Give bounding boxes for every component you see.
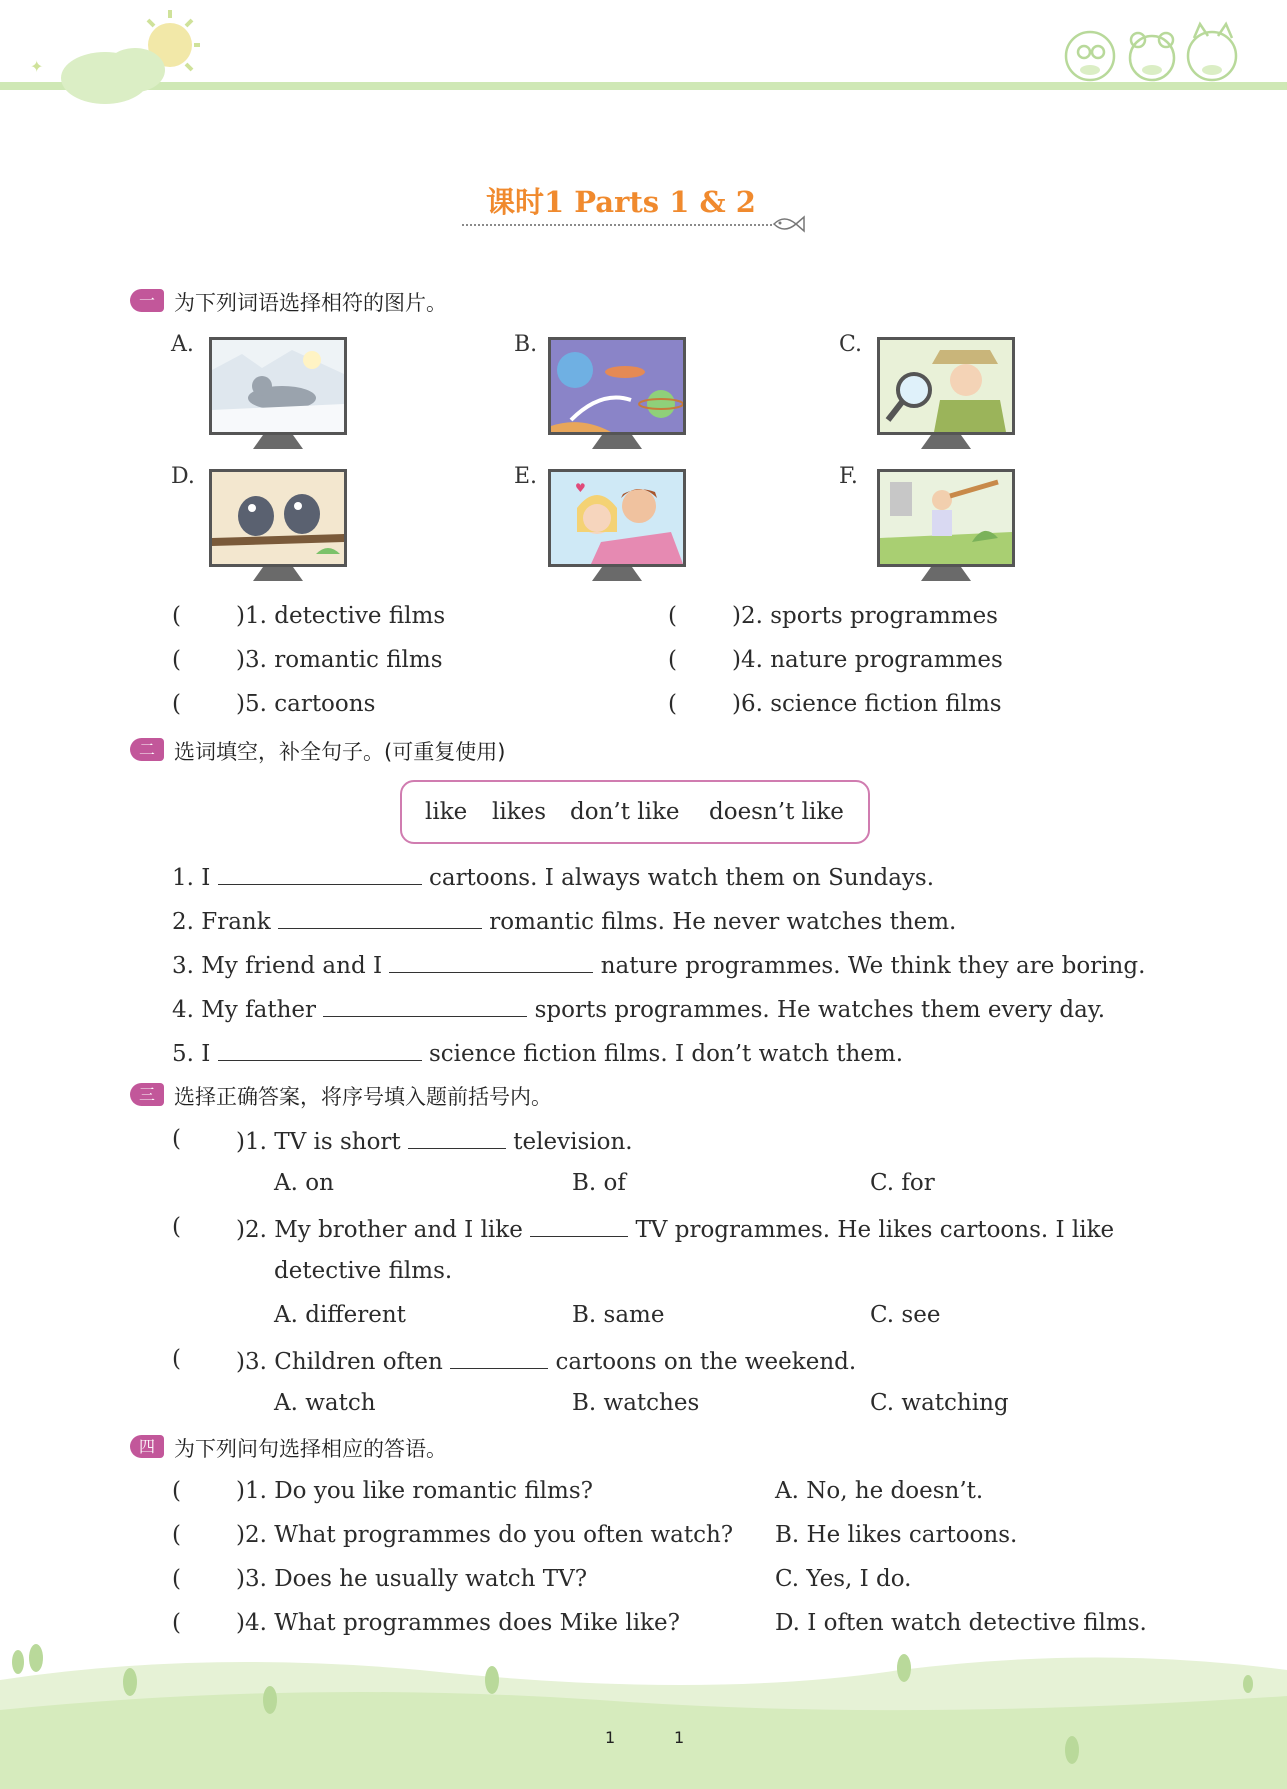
option-a: A. watch xyxy=(274,1390,376,1416)
page-number-left: 1 xyxy=(605,1728,616,1747)
sentence-end: romantic films. He never watches them. xyxy=(489,909,957,935)
word-bank-item: don’t like xyxy=(570,799,680,825)
sentence-start: 5. I xyxy=(172,1041,211,1067)
sun-cloud-decoration-icon xyxy=(20,0,200,110)
romantic-couple-icon xyxy=(551,472,683,564)
option-c: C. see xyxy=(870,1302,941,1328)
answer-d: D. I often watch detective films. xyxy=(775,1610,1147,1636)
section-1-instruction: 为下列词语选择相符的图片。 xyxy=(174,291,447,315)
answer-paren: ( xyxy=(668,647,677,673)
fill-sentence-3 xyxy=(172,950,1145,979)
question-text: TV programmes. He likes cartoons. I like xyxy=(635,1217,1115,1243)
tv-picture-a xyxy=(209,337,347,449)
fill-sentence-1 xyxy=(172,862,934,891)
answer-blank[interactable] xyxy=(218,862,422,885)
answer-a: A. No, he doesn’t. xyxy=(775,1478,984,1504)
picture-label-b: B. xyxy=(514,332,538,357)
question-text: )2. My brother and I like xyxy=(236,1217,523,1243)
cartoon-birds-icon xyxy=(212,472,344,564)
answer-paren: ( xyxy=(172,1126,181,1152)
section-2-badge: 二 xyxy=(130,738,164,761)
answer-paren: ( xyxy=(668,603,677,629)
question-text: cartoons on the weekend. xyxy=(555,1349,857,1375)
page-number-right: 1 xyxy=(674,1728,685,1747)
answer-blank[interactable] xyxy=(278,906,482,929)
option-c: C. watching xyxy=(870,1390,1009,1416)
answer-blank[interactable] xyxy=(450,1346,548,1369)
lesson-title: 课时1 Parts 1 & 2 xyxy=(486,185,756,219)
sentence-start: 4. My father xyxy=(172,997,316,1023)
tv-picture-c xyxy=(877,337,1015,449)
match-item-5: )5. cartoons xyxy=(236,691,376,717)
section-2-instruction: 选词填空，补全句子。(可重复使用) xyxy=(174,740,506,764)
sentence-end: nature programmes. We think they are boring. xyxy=(600,953,1146,979)
sentence-start: 3. My friend and I xyxy=(172,953,383,979)
section-3-badge: 三 xyxy=(130,1083,164,1106)
sentence-start: 1. I xyxy=(172,865,211,891)
title-underline xyxy=(462,224,772,226)
section-1-badge: 一 xyxy=(130,289,164,312)
fish-icon xyxy=(770,212,806,236)
grass-hills-decoration-icon xyxy=(0,1640,1287,1789)
detective-magnifier-icon xyxy=(880,340,1012,432)
tv-picture-f xyxy=(877,469,1015,581)
section-4-badge: 四 xyxy=(130,1435,164,1458)
answer-blank[interactable] xyxy=(218,1038,422,1061)
match-item-2: )2. sports programmes xyxy=(732,603,998,629)
space-planets-icon xyxy=(551,340,683,432)
answer-b: B. He likes cartoons. xyxy=(775,1522,1018,1548)
question-text: )3. Children often xyxy=(236,1349,443,1375)
animal-faces-decoration-icon xyxy=(1060,20,1260,88)
fill-sentence-5 xyxy=(172,1038,903,1067)
picture-label-d: D. xyxy=(171,464,195,489)
sentence-end: science fiction films. I don’t watch them. xyxy=(428,1041,904,1067)
answer-paren: ( xyxy=(172,1214,181,1240)
answer-paren: ( xyxy=(172,1478,181,1504)
choice-question-3 xyxy=(236,1346,856,1375)
answer-paren: ( xyxy=(172,691,181,717)
question-2: )2. What programmes do you often watch? xyxy=(236,1522,734,1548)
word-bank-item: like xyxy=(425,799,468,825)
match-item-6: )6. science fiction films xyxy=(732,691,1002,717)
answer-paren: ( xyxy=(172,1346,181,1372)
word-bank-item: doesn’t like xyxy=(709,799,844,825)
tv-picture-b xyxy=(548,337,686,449)
question-3: )3. Does he usually watch TV? xyxy=(236,1566,588,1592)
answer-blank[interactable] xyxy=(408,1126,506,1149)
word-bank-box xyxy=(400,780,870,844)
sentence-end: cartoons. I always watch them on Sundays. xyxy=(428,865,935,891)
match-item-4: )4. nature programmes xyxy=(732,647,1003,673)
question-continuation: detective films. xyxy=(274,1258,453,1284)
seal-icon xyxy=(212,340,344,432)
answer-paren: ( xyxy=(172,603,181,629)
answer-c: C. Yes, I do. xyxy=(775,1566,912,1592)
option-a: A. on xyxy=(274,1170,334,1196)
answer-paren: ( xyxy=(172,1610,181,1636)
question-text: television. xyxy=(513,1129,633,1155)
sentence-start: 2. Frank xyxy=(172,909,271,935)
match-item-3: )3. romantic films xyxy=(236,647,443,673)
lesson-title-block xyxy=(462,180,822,230)
fill-sentence-4 xyxy=(172,994,1105,1023)
svg-text:✦: ✦ xyxy=(30,57,44,76)
section-3-instruction: 选择正确答案，将序号填入题前括号内。 xyxy=(174,1085,552,1109)
picture-label-c: C. xyxy=(839,332,863,357)
baseball-players-icon xyxy=(880,472,1012,564)
answer-blank[interactable] xyxy=(389,950,593,973)
question-text: )1. TV is short xyxy=(236,1129,401,1155)
picture-label-e: E. xyxy=(514,464,538,489)
option-c: C. for xyxy=(870,1170,935,1196)
answer-blank[interactable] xyxy=(323,994,527,1017)
answer-paren: ( xyxy=(668,691,677,717)
tv-picture-d xyxy=(209,469,347,581)
option-b: B. same xyxy=(572,1302,665,1328)
sentence-end: sports programmes. He watches them every day. xyxy=(534,997,1106,1023)
option-b: B. watches xyxy=(572,1390,700,1416)
choice-question-1 xyxy=(236,1126,633,1155)
question-1: )1. Do you like romantic films? xyxy=(236,1478,593,1504)
option-a: A. different xyxy=(274,1302,406,1328)
answer-paren: ( xyxy=(172,1566,181,1592)
question-4: )4. What programmes does Mike like? xyxy=(236,1610,680,1636)
word-bank-item: likes xyxy=(492,799,547,825)
tv-picture-e xyxy=(548,469,686,581)
choice-question-2 xyxy=(236,1214,1114,1243)
fill-sentence-2 xyxy=(172,906,956,935)
option-b: B. of xyxy=(572,1170,626,1196)
match-item-1: )1. detective films xyxy=(236,603,446,629)
answer-blank[interactable] xyxy=(530,1214,628,1237)
answer-paren: ( xyxy=(172,647,181,673)
picture-label-a: A. xyxy=(171,332,194,357)
picture-label-f: F. xyxy=(839,464,858,489)
section-4-instruction: 为下列问句选择相应的答语。 xyxy=(174,1437,447,1461)
answer-paren: ( xyxy=(172,1522,181,1548)
svg-text:♥: ♥ xyxy=(575,481,586,495)
